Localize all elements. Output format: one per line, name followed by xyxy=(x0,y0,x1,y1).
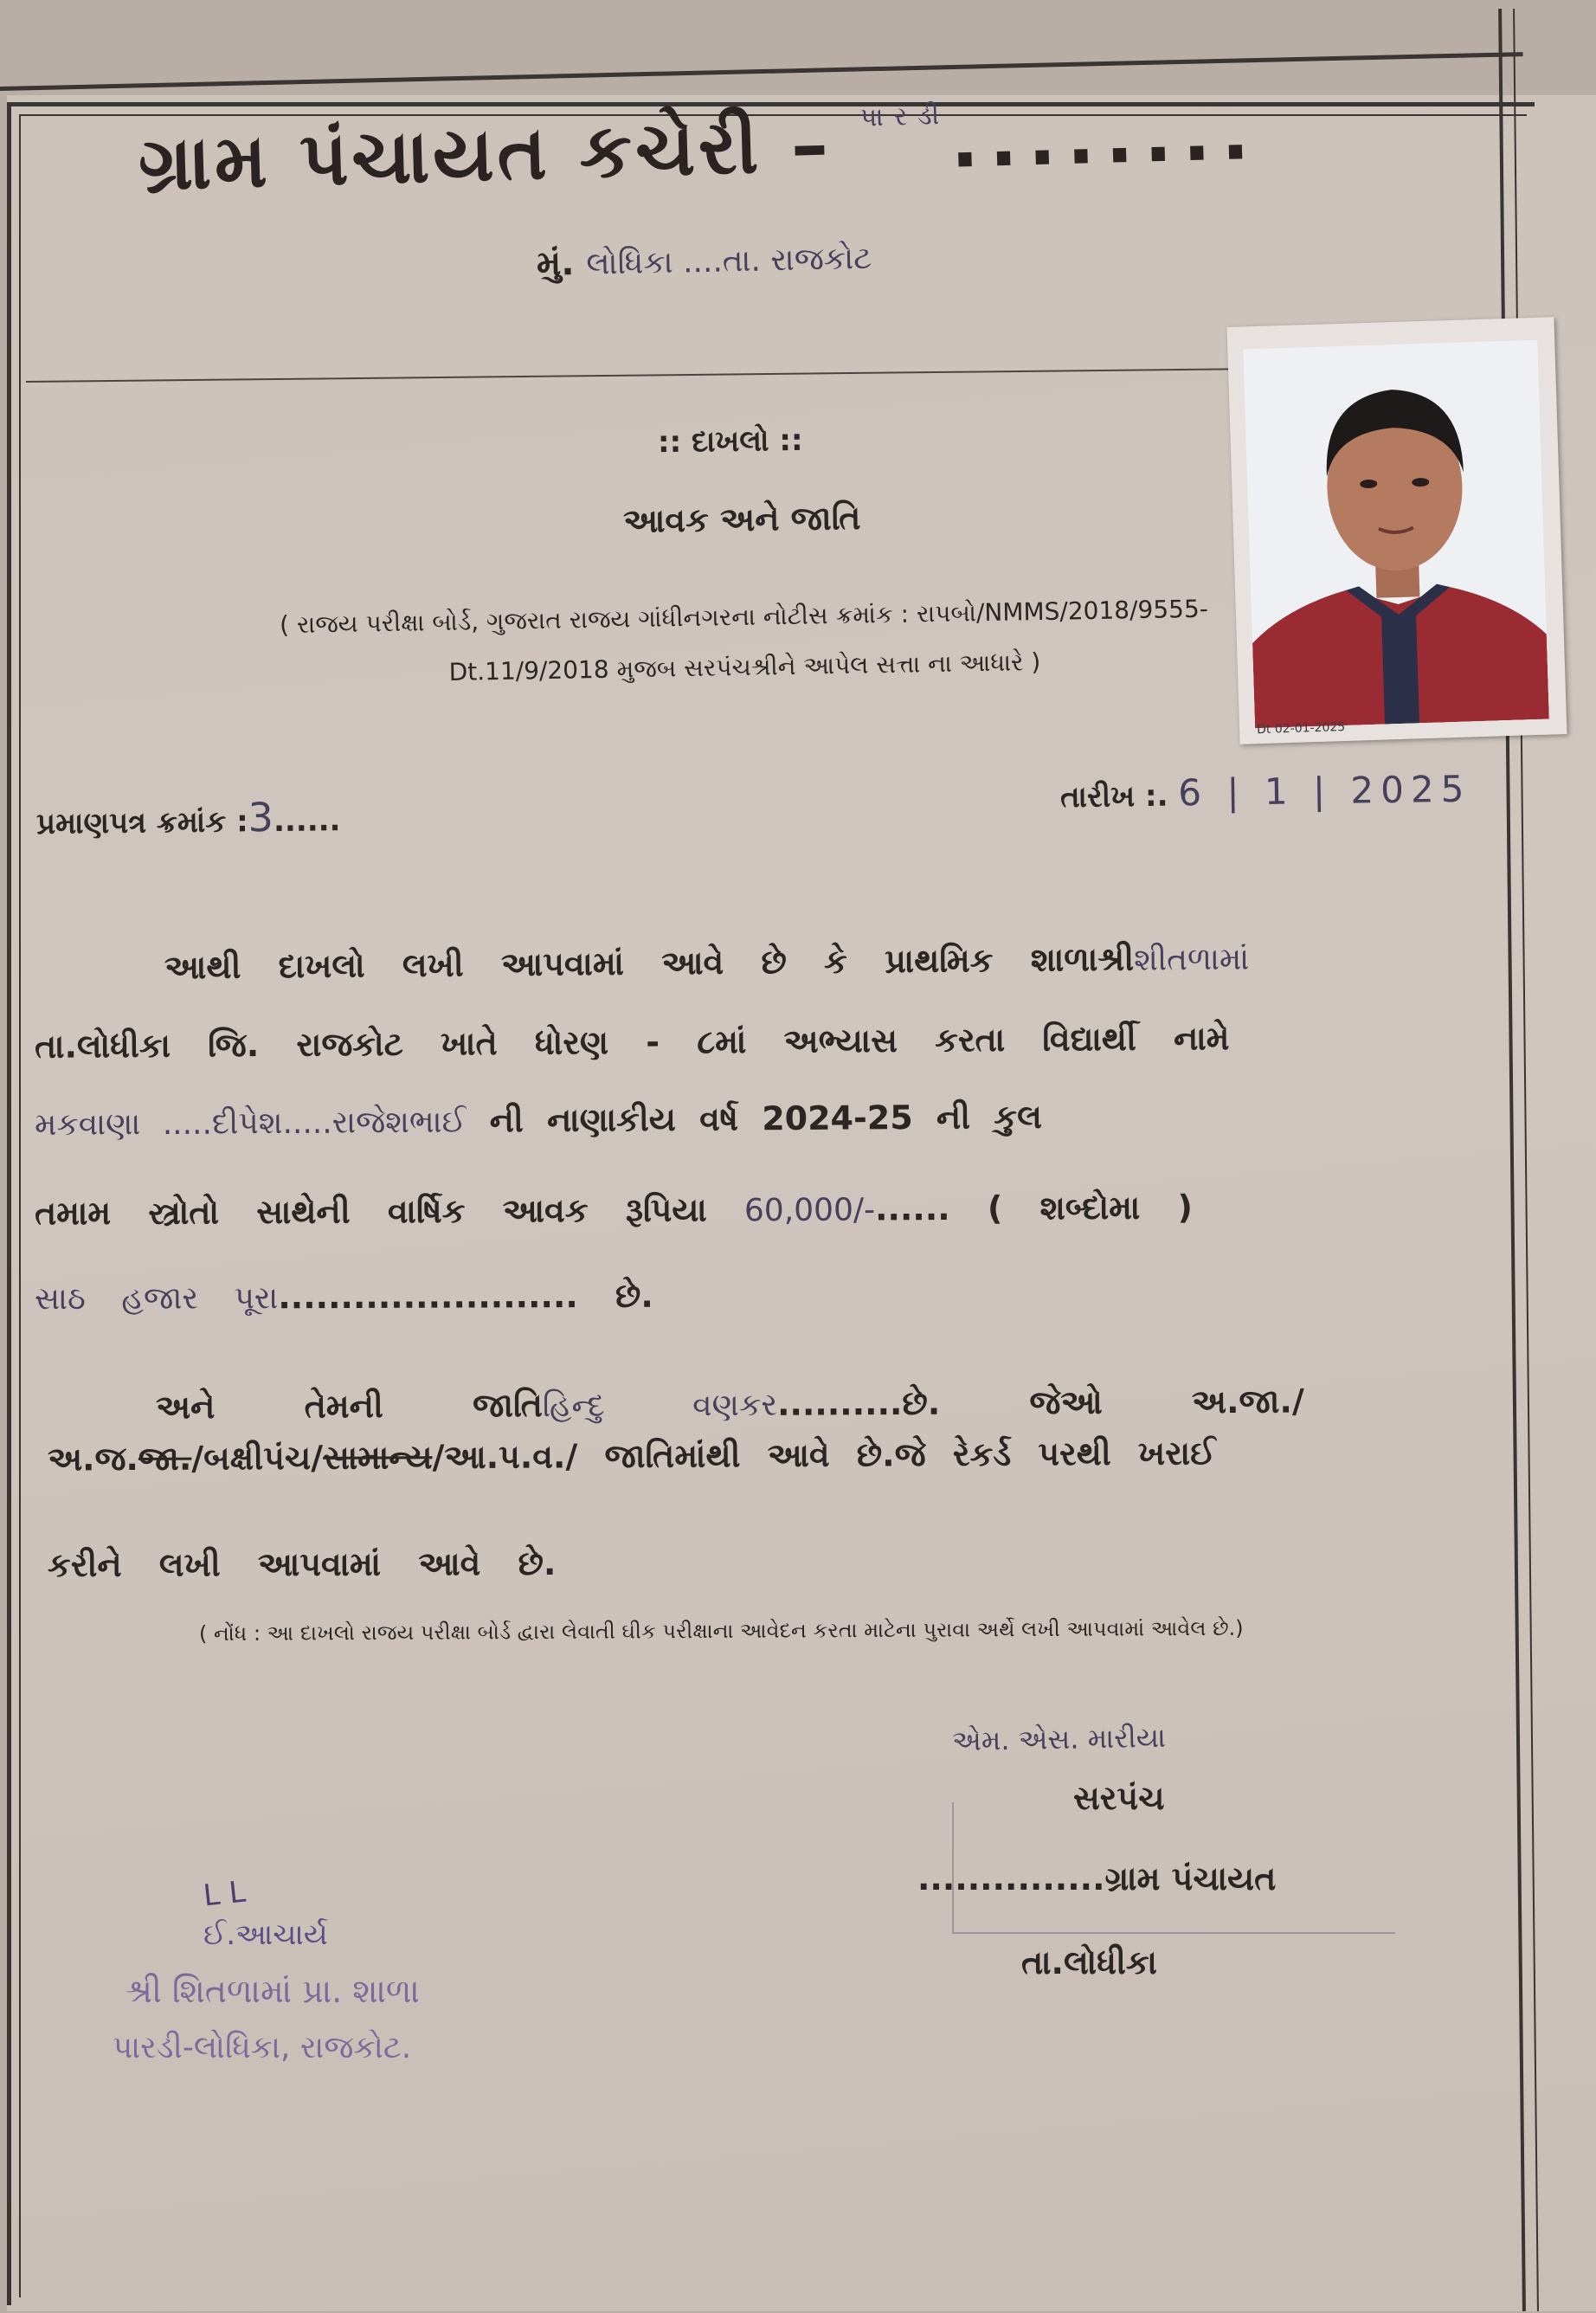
student-name-handwritten: મકવાણા .....દીપેશ.....રાજેશભાઈ xyxy=(34,1104,467,1144)
principal-signature: L L xyxy=(202,1874,248,1914)
caste-dots: .......... xyxy=(776,1383,903,1423)
income-words-handwritten: સાઠ હજાર પૂરા xyxy=(34,1280,279,1318)
gram-dots: ............... xyxy=(917,1859,1105,1897)
board-notice-line2: Dt.11/9/2018 મુજબ સરપંચશ્રીને આપેલ સત્તા ના આધારે ) xyxy=(448,648,1041,686)
certificate-number-dots: ...... xyxy=(273,803,341,839)
school-stamp-line1: શ્રી શિતળામાં પ્રા. શાળા xyxy=(125,1972,420,2010)
caste-option-obc: /બક્ષીપંચ/ xyxy=(191,1438,324,1478)
portrait-image xyxy=(1243,340,1549,728)
body-line-3 xyxy=(35,1098,1042,1144)
sarpanch-signature: એમ. એસ. મારીયા xyxy=(951,1720,1167,1758)
office-title-dots xyxy=(859,90,1260,188)
caste-option-general-struck: સામાન્ય xyxy=(323,1438,433,1477)
body-line-6 xyxy=(156,1382,1304,1427)
caste-option-sc: અ.જા./ xyxy=(1191,1382,1304,1421)
certificate-number-label: પ્રમાણપત્ર ક્રમાંક : xyxy=(35,804,248,841)
caste-word-their: તેમની xyxy=(304,1387,383,1426)
income-amount-handwritten: 60,000/- xyxy=(743,1192,876,1229)
caste-handwritten: હિન્દુ વણકર xyxy=(542,1387,778,1425)
sarpanch-label: સરપંચ xyxy=(1073,1779,1165,1817)
body-line-8: કરીને લખી આપવામાં આવે છે. xyxy=(47,1543,557,1585)
body-line-7-text: જાતિમાંથી આવે છે.જે રેકર્ડ પરથી ખરાઈ xyxy=(604,1434,1216,1476)
frame-top-border xyxy=(0,52,1523,91)
caste-option-st-struck: જા. xyxy=(138,1439,192,1478)
body-line-1-text: આથી દાખલો લખી આપવામાં આવે છે કે પ્રાથમિક શાળાશ્રી xyxy=(164,939,1135,987)
school-stamp-line2: પારડી-લોધિકા, રાજકોટ. xyxy=(113,2030,412,2065)
certificate-number-value: 3 xyxy=(248,793,274,841)
muj-label: મું. xyxy=(536,243,575,284)
gram-panchayat-label: ગ્રામ પંચાયત xyxy=(1104,1859,1277,1897)
principal-title: ઈ.આચાર્ય xyxy=(203,1917,328,1952)
income-dots: ...... xyxy=(874,1189,950,1228)
heading-dakhlo: :: દાખલો :: xyxy=(657,422,803,461)
office-title-text: ગ્રામ પંચાયત કચેરી – xyxy=(137,101,833,208)
body-line-3-text: ની નાણાકીય વર્ષ 2024-25 ની કુલ xyxy=(489,1097,1043,1140)
village-handwritten: પારડી xyxy=(859,100,950,133)
in-words-label: ( શબ્દોમા ) xyxy=(987,1188,1194,1227)
caste-option-ews: /આ.પ.વ./ xyxy=(432,1437,578,1477)
date-label: તારીખ :. xyxy=(1059,778,1168,815)
body-line-4 xyxy=(35,1188,1193,1233)
caste-word-caste: જાતિ xyxy=(472,1386,543,1425)
taluka-label: તા.લોધીકા xyxy=(1021,1943,1157,1981)
location-handwritten: લોધિકા ....તા. રાજકોટ xyxy=(585,240,872,282)
caste-word-is: છે. xyxy=(902,1383,941,1422)
income-words-dots: ........................ xyxy=(278,1277,578,1317)
school-name-handwritten: શીતળામાં xyxy=(1133,941,1250,978)
caste-word-and: અને xyxy=(155,1388,216,1427)
photo-portrait xyxy=(1243,340,1549,728)
date-value: 6 | 1 | 2025 xyxy=(1177,767,1471,815)
body-line-2: તા.લોધીકા જિ. રાજકોટ ખાતે ધોરણ - ૮માં અભ્યાસ કરતા વિદ્યાર્થી નામે xyxy=(34,1019,1230,1066)
body-line-5-end: છે. xyxy=(615,1276,653,1315)
footnote: ( નોંધ : આ દાખલો રાજય પરીક્ષા બોર્ડ દ્વારા લેવાતી ઘીક પરીક્ષાના આવેદન કરતા માટેના પુરાવા અર્થે લખી આપવામાં આવેલ છે.) xyxy=(198,1615,1244,1646)
caste-option-st-prefix: અ.જ. xyxy=(47,1439,139,1479)
board-notice xyxy=(233,583,1256,702)
student-photo xyxy=(1227,317,1567,744)
title-dots: ........ xyxy=(949,89,1261,185)
heading-income-caste: આવક અને જાતિ xyxy=(622,499,861,540)
body-line-4-text: તમામ સ્ત્રોતો સાથેની વાર્ષિક આવક રૂપિયા xyxy=(34,1190,707,1233)
caste-word-who: જેઓ xyxy=(1029,1382,1103,1422)
photo-date-stamp: Dt 02-01-2025 xyxy=(1256,719,1346,738)
body-line-7 xyxy=(48,1434,1216,1479)
gram-panchayat-line xyxy=(917,1859,1276,1898)
body-line-5 xyxy=(35,1277,653,1318)
location-line xyxy=(537,237,872,284)
board-notice-line1: ( રાજય પરીક્ષા બોર્ડ, ગુજરાત રાજય ગાંધીનગરના નોટીસ ક્રમાંક : રાપબો/NMMS/2018/9555- xyxy=(279,594,1209,640)
certificate-date xyxy=(1060,768,1471,816)
certificate-number xyxy=(36,793,341,843)
